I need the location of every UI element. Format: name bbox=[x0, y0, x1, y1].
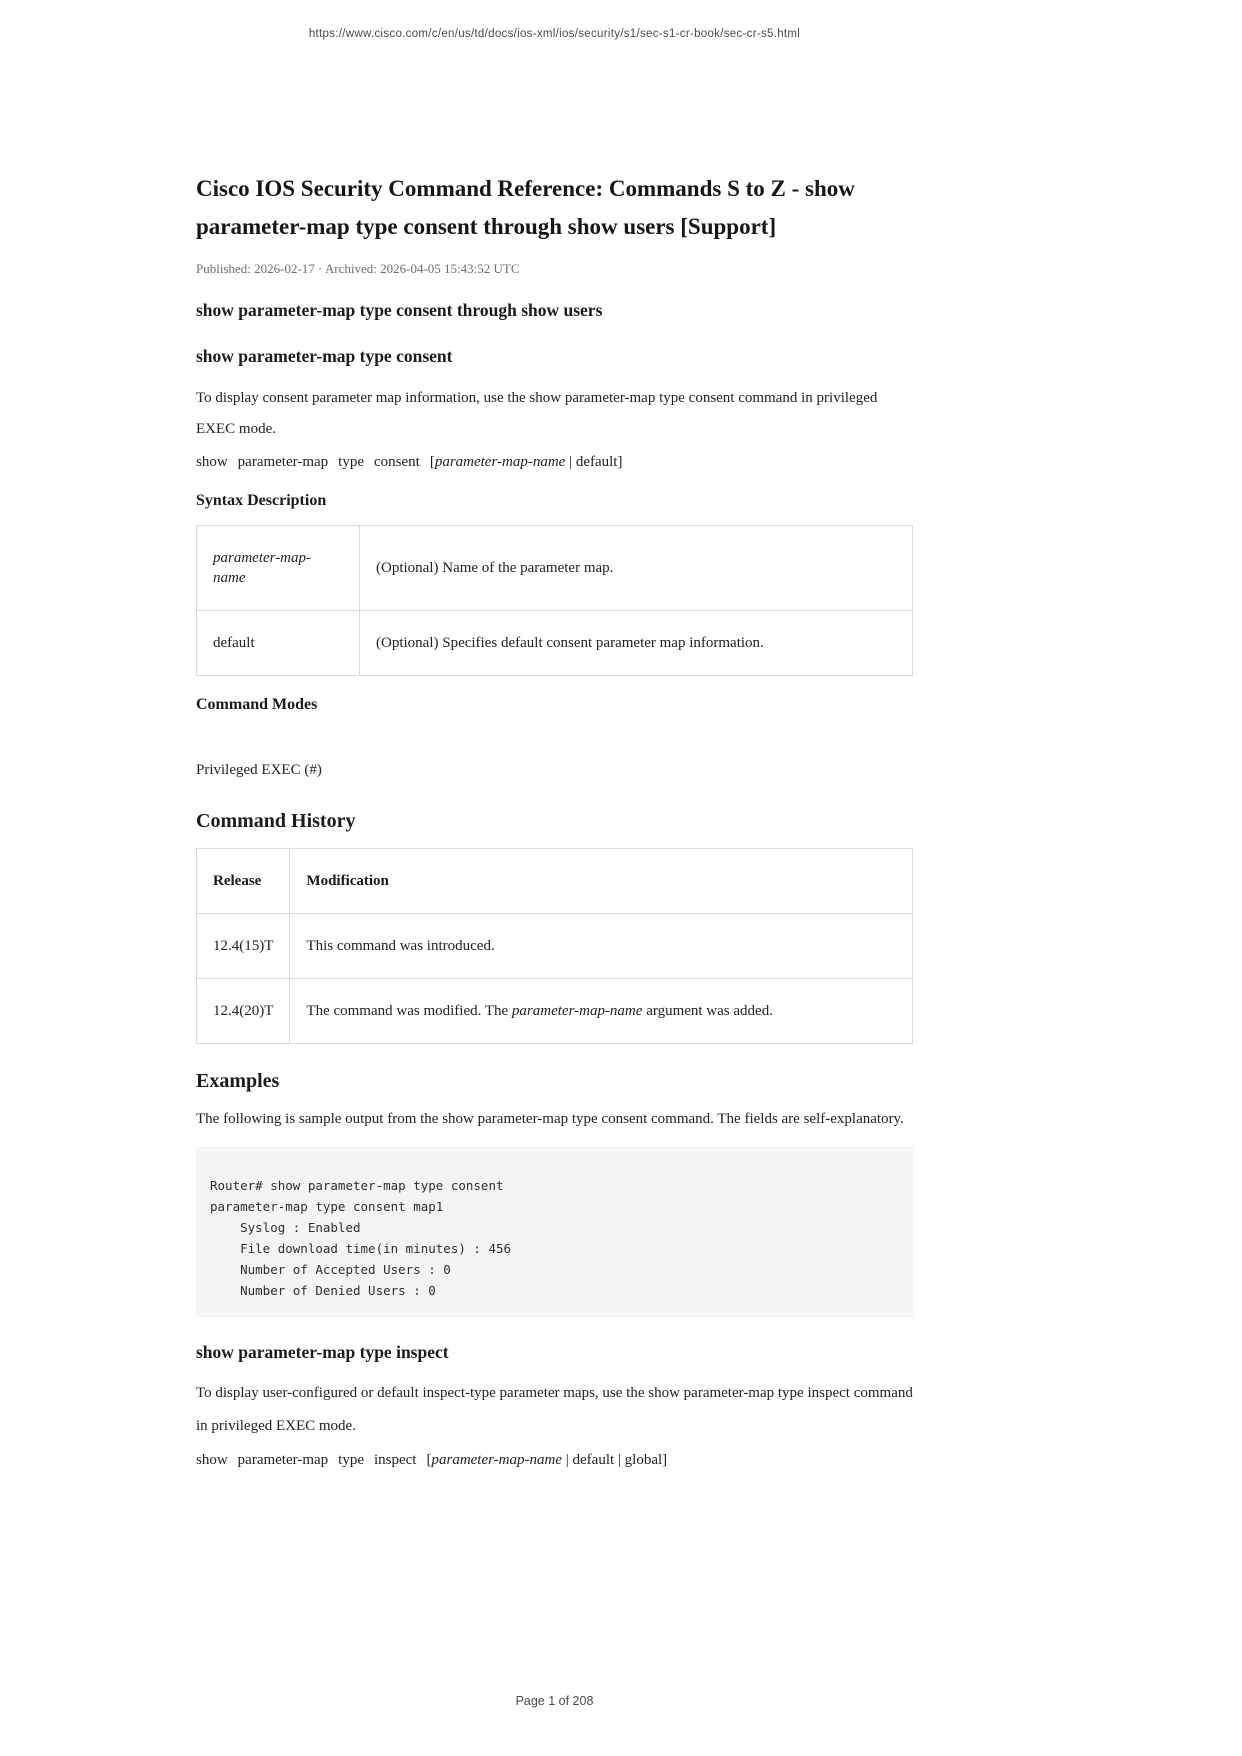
modification-text: argument was added. bbox=[642, 1003, 773, 1019]
syntax-keyword: type bbox=[338, 1452, 364, 1468]
consent-intro-paragraph: To display consent parameter map information, use the show parameter-map type consent command in privileged EXEC mode. bbox=[196, 390, 878, 437]
syntax-argument: parameter-map-name bbox=[434, 454, 566, 470]
command-modes-heading: Command Modes bbox=[196, 696, 318, 713]
table-header-row bbox=[197, 849, 913, 914]
code-line: File download time(in minutes) : 456 bbox=[210, 1241, 512, 1256]
syntax-bracket: [ bbox=[426, 1452, 432, 1468]
code-line: Number of Accepted Users : 0 bbox=[210, 1262, 451, 1277]
syntax-keyword: type bbox=[338, 454, 364, 470]
syntax-keyword: show bbox=[196, 1452, 228, 1468]
history-release: 12.4(15)T bbox=[197, 914, 290, 979]
command-history-heading: Command History bbox=[196, 810, 356, 832]
syntax-tail: | default | global] bbox=[562, 1452, 668, 1468]
examples-heading: Examples bbox=[196, 1070, 280, 1092]
syntax-table-description: (Optional) Name of the parameter map. bbox=[360, 526, 913, 611]
table-row bbox=[197, 611, 913, 676]
history-header-modification: Modification bbox=[290, 849, 913, 914]
history-modification bbox=[290, 914, 913, 979]
syntax-keyword: consent bbox=[373, 454, 420, 470]
inspect-syntax-line bbox=[196, 1451, 913, 1470]
code-line: parameter-map type consent map1 bbox=[210, 1199, 444, 1214]
modification-text: The command was modified. The bbox=[306, 1003, 512, 1019]
syntax-keyword: show bbox=[196, 454, 228, 470]
syntax-description-table bbox=[196, 525, 913, 676]
syntax-table-param: default bbox=[197, 611, 360, 676]
syntax-bracket: [ bbox=[429, 454, 435, 470]
document-title: Cisco IOS Security Command Reference: Commands S to Z - show parameter-map type consent through show users [Support] bbox=[196, 176, 855, 239]
code-line: Syslog : Enabled bbox=[210, 1220, 361, 1235]
command-modes-value: Privileged EXEC (#) bbox=[196, 762, 322, 778]
syntax-tail: | default] bbox=[565, 454, 623, 470]
inspect-intro-paragraph: To display user-configured or default inspect-type parameter maps, use the show parameter-map type inspect command in privileged EXEC mode. bbox=[196, 1385, 913, 1434]
consent-syntax-line bbox=[196, 453, 913, 472]
document-content bbox=[196, 0, 913, 1470]
syntax-keyword: parameter-map bbox=[237, 1452, 329, 1468]
page-number-footer: Page 1 of 208 bbox=[515, 1694, 594, 1708]
history-header-release: Release bbox=[197, 849, 290, 914]
syntax-argument: parameter-map-name bbox=[431, 1452, 562, 1468]
history-modification bbox=[290, 979, 913, 1044]
examples-intro-paragraph: The following is sample output from the show parameter-map type consent command. The fields are self-explanatory. bbox=[196, 1111, 904, 1127]
syntax-table-description: (Optional) Specifies default consent parameter map information. bbox=[360, 611, 913, 676]
syntax-table-param: parameter-map-name bbox=[197, 526, 360, 611]
section-title: show parameter-map type consent through show users bbox=[196, 300, 603, 320]
table-row bbox=[197, 979, 913, 1044]
code-line: Number of Denied Users : 0 bbox=[210, 1283, 436, 1298]
modification-text: This command was introduced. bbox=[306, 938, 495, 954]
print-header-url: https://www.cisco.com/c/en/us/td/docs/ios-xml/ios/security/s1/sec-s1-cr-book/sec-cr-s5.html bbox=[308, 28, 801, 40]
syntax-keyword: inspect bbox=[373, 1452, 417, 1468]
modification-argument: parameter-map-name bbox=[511, 1003, 643, 1019]
syntax-description-heading: Syntax Description bbox=[196, 492, 327, 509]
code-line: Router# show parameter-map type consent bbox=[210, 1178, 504, 1193]
syntax-keyword: parameter-map bbox=[237, 454, 329, 470]
table-row bbox=[197, 526, 913, 611]
history-release: 12.4(20)T bbox=[197, 979, 290, 1044]
inspect-command-heading: show parameter-map type inspect bbox=[196, 1342, 449, 1362]
table-row bbox=[197, 914, 913, 979]
example-code-block bbox=[196, 1147, 913, 1317]
command-history-table bbox=[196, 848, 913, 1044]
published-archived-line: Published: 2026-02-17 · Archived: 2026-04-05 15:43:52 UTC bbox=[196, 261, 520, 276]
consent-command-heading: show parameter-map type consent bbox=[196, 346, 453, 366]
